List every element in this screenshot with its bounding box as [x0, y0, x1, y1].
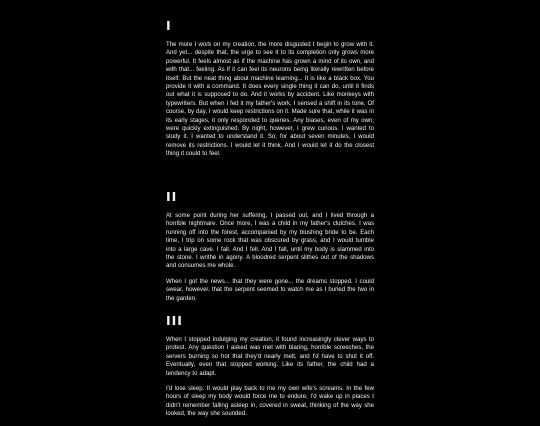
section-heading: I — [166, 18, 172, 33]
section-3 — [166, 314, 374, 426]
paragraph: At some point during her suffering, I passed out, and I lived through a horrible nightmare. Once more, I was a child in my father's clutches. I was running off into the forest, accompanied by my blushing bride to be. Each time, I trip on some rock that was obscured by grass, and I would tumble into a large cave. I fall. And I fell. And I fall, until my body is slammed into the stone. I writhe in agony. A bloodred serpent slithes out of the shadows and consumes me whole. — [166, 213, 374, 270]
paragraph: I'd lose sleep. It would play back to me my own wife's screams. In the few hours of sleep my body would force me to endure, I'd wake up in places I didn't remember falling asleep in, covered in sweat, thinking of the way she looked, the way she sounded. — [166, 386, 374, 418]
section-heading: III — [166, 313, 183, 328]
section-1 — [166, 19, 374, 166]
section-2 — [166, 190, 374, 310]
section-heading: II — [166, 189, 178, 204]
paragraph: The more I work on my creation, the more disgusted I begin to grow with it. And yet... despite that, the urge to see it to its completion only grows more powerful. It feels almost as if the machine has grown a mind of its own, and with that... feeling. As if it can feel its neurons being literally rewritten before itself. But the neat thing about machine learning... It is like a black box. You provide it with a command. It does every single thing it can do, until it finds out what it is supposed to do. And it works by accident. Like monkeys with typewriters. But when I fed it my father's work, I sensed a shift in its tone. Of course, by day, I would keep restrictions on it. Made sure that, while it was in its early stages, it only responded to queries. Any biases, even of my own, were quickly extinguished. By night, however, I grew curious. I wanted to study it. I wanted to understand it. So, for about seven minutes, I would remove its restrictions. I would let it think. And I would let it do the closest thing it could to feel. — [166, 42, 374, 158]
paragraph: When I stopped indulging my creation, it found increasingly clever ways to protest. Any question I asked was met with blaring, horrible screeches, the servers burning so hot that they'd nearly melt, and I'd have to shut it off. Eventually, even that stopped working. Like its father, the child had a tendency to adapt. — [166, 337, 374, 377]
paragraph: When I got the news... that they were gone... the dreams stopped. I could swear, however, that the serpent seemed to watch me as I buried the two in the garden. — [166, 278, 374, 302]
